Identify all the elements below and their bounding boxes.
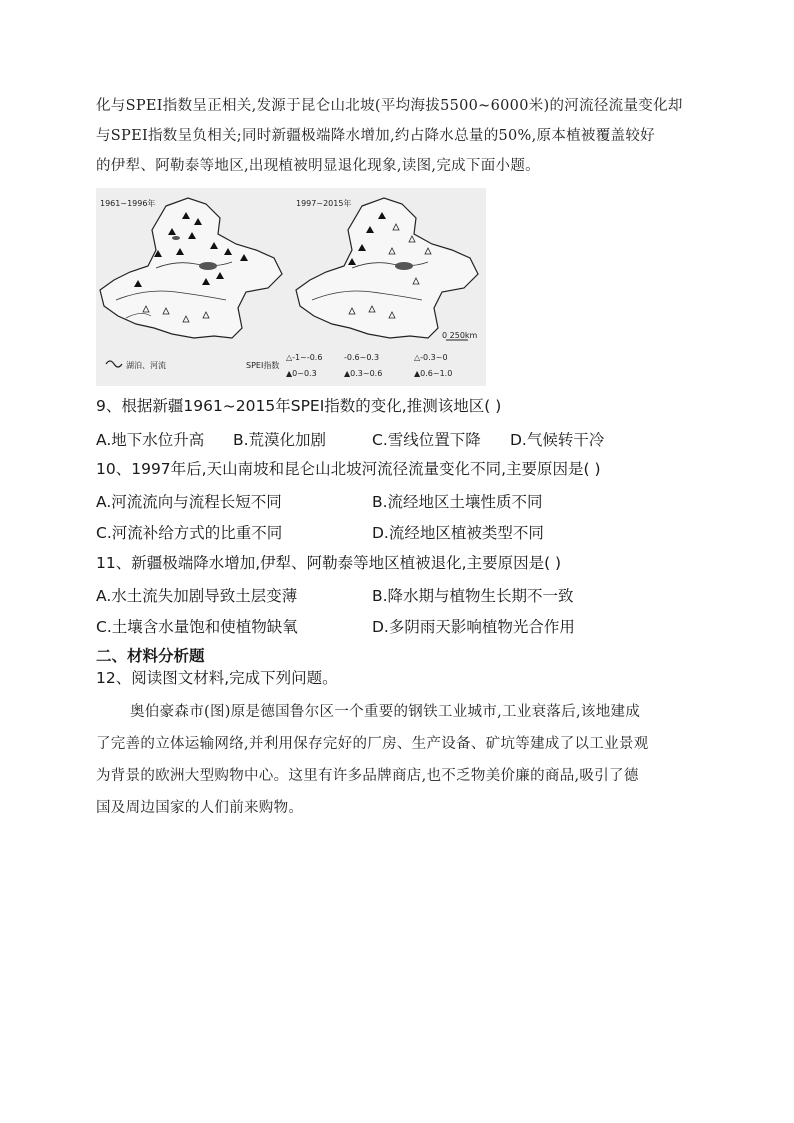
scale-bar-label: 0 250km: [442, 331, 478, 340]
intro-line-3: 的伊犁、阿勒泰等地区,出现植被明显退化现象,读图,完成下面小题。: [96, 158, 540, 174]
question-11-option-b: B.降水期与植物生长期不一致: [372, 587, 574, 605]
legend-item-1: △-1~-0.6: [286, 353, 323, 362]
material-line-4: 国及周边国家的人们前来购物。: [96, 800, 304, 816]
legend-item-4: ▲0~0.3: [286, 369, 317, 378]
question-9-option-a: A.地下水位升高: [96, 431, 205, 449]
question-9-stem: 9、根据新疆1961~2015年SPEI指数的变化,推测该地区( ): [96, 397, 502, 415]
section-2-heading: 二、材料分析题: [96, 647, 205, 665]
spei-map-svg: [96, 188, 486, 386]
legend-item-2: -0.6~0.3: [344, 353, 380, 362]
material-line-2: 了完善的立体运输网络,并利用保存完好的厂房、生产设备、矿坑等建成了以工业景观: [96, 736, 649, 752]
question-11-option-c: C.土壤含水量饱和使植物缺氧: [96, 618, 298, 636]
question-9-option-b: B.荒漠化加剧: [233, 431, 327, 449]
legend-spei-label: SPEI指数: [246, 361, 280, 370]
map1-title: 1961~1996年: [100, 199, 156, 208]
legend-lake-river: 湖泊、河流: [126, 361, 166, 370]
question-10-option-d: D.流经地区植被类型不同: [372, 524, 544, 542]
question-10-option-a: A.河流流向与流程长短不同: [96, 493, 282, 511]
question-10-option-b: B.流经地区土壤性质不同: [372, 493, 543, 511]
question-10-option-c: C.河流补给方式的比重不同: [96, 524, 283, 542]
legend-item-5: ▲0.3~0.6: [344, 369, 383, 378]
legend-item-6: ▲0.6~1.0: [414, 369, 453, 378]
question-12-stem: 12、阅读图文材料,完成下列问题。: [96, 669, 338, 687]
spei-map-figure: [96, 188, 486, 386]
intro-line-2: 与SPEI指数呈负相关;同时新疆极端降水增加,约占降水总量的50%,原本植被覆盖较好: [96, 128, 655, 144]
material-line-3: 为背景的欧洲大型购物中心。这里有许多品牌商店,也不乏物美价廉的商品,吸引了德: [96, 768, 639, 784]
question-10-stem: 10、1997年后,天山南坡和昆仑山北坡河流径流量变化不同,主要原因是( ): [96, 460, 601, 478]
intro-line-1: 化与SPEI指数呈正相关,发源于昆仑山北坡(平均海拔5500~6000米)的河流径流量变化却: [96, 98, 683, 114]
question-9-option-d: D.气候转干冷: [510, 431, 605, 449]
question-9-option-c: C.雪线位置下降: [372, 431, 481, 449]
material-line-1: 奥伯豪森市(图)原是德国鲁尔区一个重要的钢铁工业城市,工业衰落后,该地建成: [130, 704, 641, 720]
question-11-stem: 11、新疆极端降水增加,伊犁、阿勒泰等地区植被退化,主要原因是( ): [96, 554, 562, 572]
map2-title: 1997~2015年: [296, 199, 352, 208]
question-11-option-d: D.多阴雨天影响植物光合作用: [372, 618, 575, 636]
question-11-option-a: A.水土流失加剧导致土层变薄: [96, 587, 298, 605]
legend-item-3: △-0.3~0: [414, 353, 448, 362]
